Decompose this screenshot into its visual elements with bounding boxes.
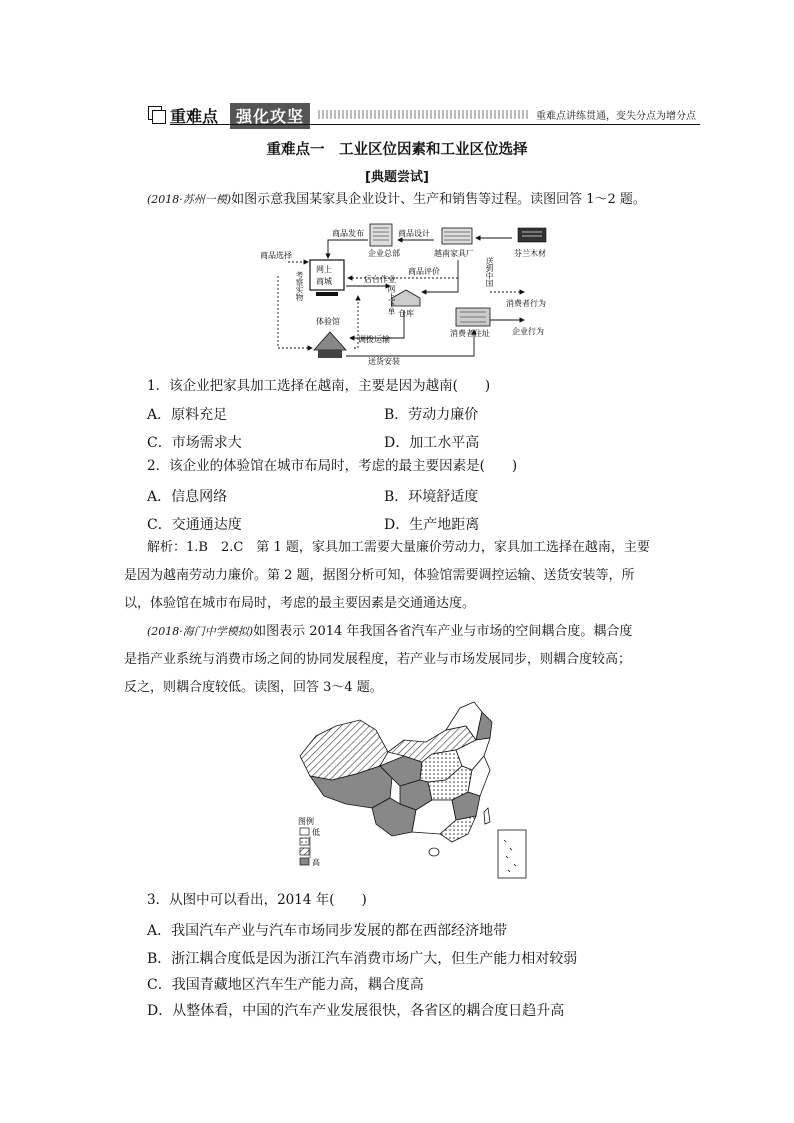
intro1-source: (2018·苏州一模)	[147, 193, 232, 206]
header-right-text: 重难点讲练贯通，变失分点为增分点	[536, 111, 696, 122]
section-header	[148, 104, 700, 126]
intro2	[147, 618, 707, 646]
subtitle: [典题尝试]	[365, 170, 429, 185]
label-hq: 企业总部	[368, 249, 400, 258]
header-square-icon-2	[152, 110, 166, 124]
map-legend-low: 低	[312, 828, 320, 837]
label-product-release: 商品发布	[332, 229, 364, 238]
q2-option-c[interactable]: C．交通通达度	[147, 517, 242, 533]
q2-stem: 2．该企业的体验馆在城市布局时，考虑的最主要因素是( )	[147, 458, 518, 474]
label-backend: 后台作业	[364, 275, 396, 284]
label-online-order	[366, 285, 396, 317]
label-mall-1: 网上	[316, 265, 332, 274]
q1-option-b[interactable]: B．劳动力廉价	[384, 407, 479, 423]
analysis-line-1: 解析：1.B 2.C 第 1 题，家具加工需要大量廉价劳动力，家具加工选择在越南，主要	[147, 540, 650, 555]
header-label-b: 强化攻坚	[230, 103, 310, 129]
south-china-sea-inset	[498, 830, 526, 878]
q3-option-c[interactable]: C．我国青藏地区汽车生产能力高，耦合度高	[147, 977, 424, 993]
intro2-line-2: 是指产业系统与消费市场之间的协同发展程度，若产业与市场发展同步，则耦合度较高；	[124, 652, 632, 667]
label-wood: 芬兰木材	[514, 249, 546, 258]
legend-enterprise: 企业行为	[512, 327, 544, 336]
arrow-release	[328, 240, 368, 258]
hq-building-icon	[370, 224, 392, 246]
q3-option-d[interactable]: D．从整体看，中国的汽车产业发展很快，各省区的耦合度日趋升高	[147, 1003, 565, 1019]
q1-option-c[interactable]: C．市场需求大	[147, 435, 242, 451]
factory-icon	[442, 228, 472, 244]
map-legend-high: 高	[312, 858, 320, 867]
q2-option-a[interactable]: A．信息网络	[147, 489, 228, 505]
label-mall-2: 商城	[316, 277, 332, 286]
header-decor-band	[318, 110, 528, 119]
q2-option-b[interactable]: B．环境舒适度	[384, 489, 479, 505]
section-title: 重难点一 工业区位因素和工业区位选择	[266, 142, 528, 158]
region-taiwan	[484, 808, 490, 824]
label-consumer-home: 消费者住址	[450, 329, 490, 338]
intro1-text: 如图示意我国某家具企业设计、生产和销售等过程。读图回答 1～2 题。	[231, 192, 646, 207]
intro2-cont	[124, 646, 714, 702]
legend-swatch-high	[300, 858, 309, 865]
intro2-line-1: 如图表示 2014 年我国各省汽车产业与市场的空间耦合度。耦合度	[253, 624, 633, 639]
label-arrive-text: 送到中国	[464, 257, 494, 266]
consumer-home-icon	[456, 308, 490, 326]
warehouse-icon	[392, 290, 420, 306]
q1-stem: 1．该企业把家具加工选择在越南，主要是因为越南( )	[147, 378, 491, 394]
experience-hall-icon	[314, 332, 346, 358]
region-hainan	[429, 848, 439, 856]
analysis-line-2: 是因为越南劳动力廉价。第 2 题，据图分析可知，体验馆需要调控运输、送货安装等，所	[124, 568, 635, 583]
label-product-eval: 商品评价	[408, 267, 440, 276]
process-diagram	[258, 220, 568, 370]
intro2-line-3: 反之，则耦合度较低。读图，回答 3～4 题。	[124, 680, 383, 695]
intro2-source: (2018·海门中学模拟)	[147, 625, 254, 638]
legend-swatch-3	[300, 848, 309, 855]
arrow-to-warehouse	[422, 260, 458, 292]
analysis-cont	[124, 562, 714, 618]
label-product-design: 商品设计	[398, 229, 430, 238]
china-coupling-map	[296, 700, 532, 886]
label-dispatch: 调拨运输	[358, 335, 390, 344]
label-delivery: 送货安装	[368, 357, 400, 366]
label-inspect	[274, 270, 304, 303]
intro1	[147, 186, 707, 214]
label-arrive	[464, 256, 494, 288]
legend-swatch-low	[300, 828, 309, 835]
label-online-order-text: 网上下单	[366, 285, 396, 294]
label-inspect-text: 考察实物	[274, 271, 304, 280]
map-legend-title: 图例	[298, 817, 314, 826]
arrow-inspect	[278, 276, 312, 348]
analysis-line-3: 以，体验馆在城市布局时，考虑的最主要因素是交通通达度。	[124, 596, 476, 611]
header-label-a: 重难点	[170, 107, 219, 126]
label-experience: 体验馆	[316, 317, 340, 326]
label-product-select: 商品选择	[260, 251, 292, 260]
q1-option-a[interactable]: A．原料充足	[147, 407, 228, 423]
q3-stem: 3．从图中可以看出，2014 年( )	[147, 892, 367, 908]
q3-option-a[interactable]: A．我国汽车产业与汽车市场同步发展的都在西部经济地带	[147, 923, 508, 939]
header-rule	[170, 124, 700, 125]
legend-swatch-2	[300, 838, 309, 845]
q3-option-b[interactable]: B．浙江耦合度低是因为浙江汽车消费市场广大，但生产能力相对较弱	[147, 951, 578, 967]
label-factory: 越南家具厂	[434, 249, 474, 258]
legend-consumer: 消费者行为	[506, 299, 546, 308]
analysis	[147, 534, 707, 562]
wood-icon	[518, 228, 546, 242]
q1-option-d[interactable]: D．加工水平高	[384, 435, 480, 451]
mall-monitor-stand	[316, 292, 338, 296]
label-warehouse: 仓库	[398, 309, 414, 318]
q2-option-d[interactable]: D．生产地距离	[384, 517, 480, 533]
